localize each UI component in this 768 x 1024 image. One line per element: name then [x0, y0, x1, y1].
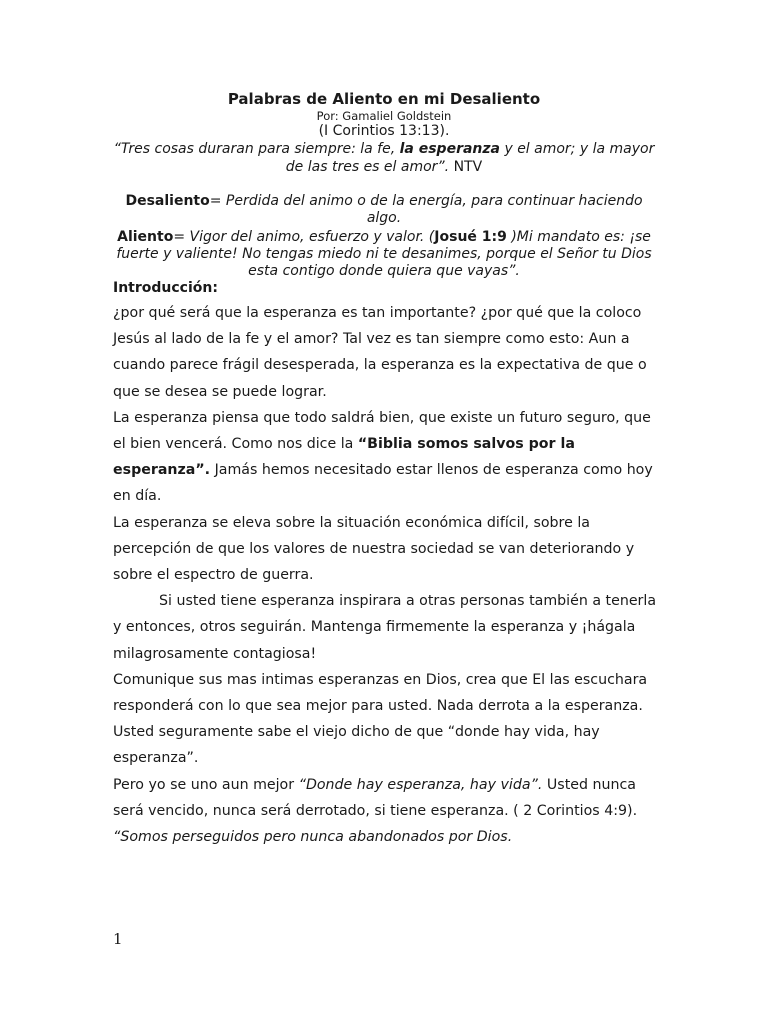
italic-quote: “Somos perseguidos pero nunca abandonados por Dios.	[113, 829, 513, 846]
body-text	[113, 300, 658, 850]
definition-aliento: Aliento= Vigor del animo, esfuerzo y valor. (Josué 1:9 )Mi mandato es: ¡se fuerte y valiente! No tengas miedo ni te desanimes, porque el Señor tu Dios esta contigo donde quiera que vayas”.	[116, 229, 652, 279]
quote-part-1: “Tres cosas duraran para siempre: la fe,	[113, 141, 396, 157]
paragraph-text: Usted nunca será vencido, nunca será derrotado, si tiene esperanza. ( 2 Corintios 4:9).	[113, 776, 638, 819]
intro-heading: Introducción:	[113, 280, 218, 296]
paragraph: Usted seguramente sabe el viejo dicho de que “donde hay vida, hay esperanza”.	[113, 724, 600, 767]
paragraph	[113, 772, 658, 851]
paragraph-text: La esperanza piensa que todo saldrá bien, que existe un futuro seguro, que el bien vencerá. Como nos dice la	[113, 409, 651, 453]
scripture-quote	[110, 140, 658, 176]
term-aliento: Aliento	[117, 229, 174, 245]
quote-part-2: y el amor; y la mayor de las tres es el amor”.	[285, 141, 655, 175]
paragraph-text: Jamás hemos necesitado estar llenos de esperanza como hoy en día.	[113, 462, 653, 505]
definition-desaliento-text: Perdida del animo o de la energía, para continuar haciendo algo.	[225, 193, 643, 226]
quote-bold: la esperanza	[399, 141, 500, 157]
term-desaliento: Desaliento	[125, 193, 210, 209]
aliento-quote: )Mi mandato es: ¡se fuerte y valiente! No tengas miedo ni te desanimes, porque el Señor tu Dios esta contigo donde quiera que vayas”.	[116, 229, 652, 279]
page-number: 1	[113, 930, 123, 948]
scripture-reference: (I Corintios 13:13).	[318, 123, 450, 139]
italic-quote: “Donde hay esperanza, hay vida”.	[298, 776, 543, 793]
definition-desaliento: Desaliento= Perdida del animo o de la energía, para continuar haciendo algo.	[125, 193, 643, 226]
paragraph-text: Pero yo se uno aun mejor	[113, 776, 295, 793]
document-title: Palabras de Aliento en mi Desaliento	[227, 90, 541, 108]
aliento-reference: Josué 1:9	[434, 229, 507, 245]
paragraph	[113, 405, 658, 510]
definition-aliento-text: Vigor del animo, esfuerzo y valor. (	[189, 229, 435, 245]
quote-version: NTV	[453, 159, 483, 175]
paragraph: ¿por qué será que la esperanza es tan importante? ¿por qué que la coloco Jesús al lado de la fe y el amor? Tal vez es tan siempre como esto: Aun a cuando parece frágil desesperada, la esperanza es la expectativa de que o que se desea se puede lograr.	[113, 305, 647, 400]
paragraph: La esperanza se eleva sobre la situación económica difícil, sobre la percepción de que los valores de nuestra sociedad se van deteriorando y sobre el espectro de guerra.	[113, 514, 635, 584]
paragraph: Comunique sus mas intimas esperanzas en Dios, crea que El las escuchara responderá con lo que sea mejor para usted. Nada derrota a la esperanza.	[113, 671, 648, 715]
author-line: Por: Gamaliel Goldstein	[316, 109, 452, 123]
paragraph: Si usted tiene esperanza inspirara a otras personas también a tenerla y entonces, otros seguirán. Mantenga firmemente la esperanza y ¡hágala milagrosamente contagiosa!	[113, 593, 657, 662]
bible-quote-bold: “Biblia somos salvos por la esperanza”.	[113, 436, 575, 479]
